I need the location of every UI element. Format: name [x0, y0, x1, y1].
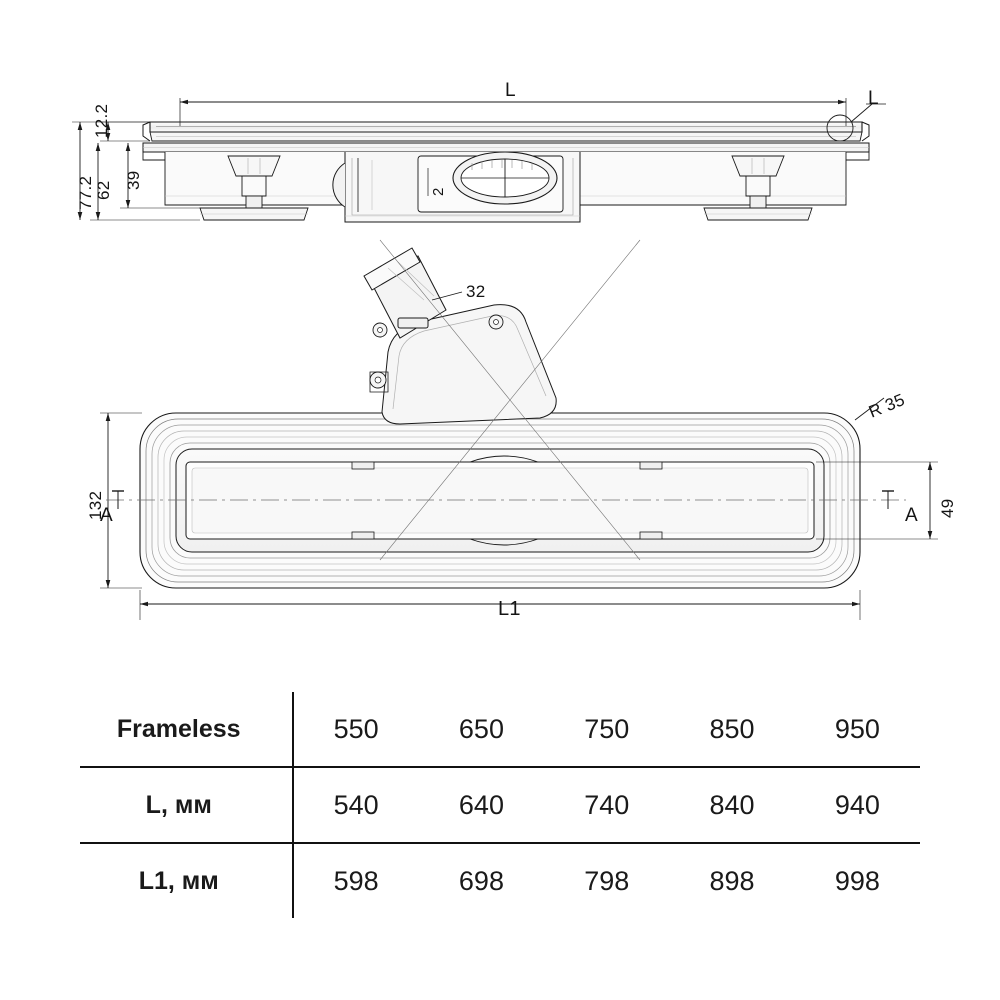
table-cell: 598 — [333, 865, 379, 896]
table-cell: 650 — [419, 692, 544, 767]
dim-32: 32 — [466, 282, 486, 301]
table-cell: 540 — [293, 767, 419, 843]
table-row — [80, 843, 920, 918]
dim-L-right: L — [868, 88, 879, 109]
plan-view-geometry — [140, 240, 860, 588]
table-row — [80, 692, 920, 767]
table-cell: 950 — [795, 692, 920, 767]
table-row — [80, 767, 920, 843]
table-cell: 850 — [669, 692, 794, 767]
dim-L-top: L — [505, 80, 516, 101]
section-mark-a-left: A — [100, 505, 113, 526]
dim-12-2: 12.2 — [92, 103, 111, 138]
row-label: L1, мм — [80, 843, 293, 918]
dim-49: 49 — [938, 498, 957, 518]
section-mark-a-right: A — [905, 505, 918, 526]
dim-R35: R 35 — [866, 390, 908, 422]
table-cell: 750 — [544, 692, 669, 767]
dim-77-2: 77.2 — [76, 175, 95, 210]
row-label: Frameless — [80, 692, 293, 767]
row-label: L, мм — [80, 767, 293, 843]
dim-62: 62 — [94, 180, 113, 200]
dim-2-inner: 2 — [430, 187, 447, 196]
table-cell: 840 — [669, 767, 794, 843]
table-cell: 550 — [293, 692, 419, 767]
table-cell: 998 — [834, 865, 880, 896]
table-cell: 940 — [795, 767, 920, 843]
size-spec-table — [80, 692, 920, 918]
table-cell: 898 — [709, 865, 755, 896]
table-cell: 640 — [419, 767, 544, 843]
table-cell: 740 — [544, 767, 669, 843]
side-section-geometry — [143, 104, 872, 222]
dim-39: 39 — [124, 170, 143, 190]
dim-132: 132 — [86, 490, 105, 520]
table-cell: 698 — [458, 865, 504, 896]
dim-L1: L1 — [498, 598, 521, 620]
table-cell: 798 — [584, 865, 630, 896]
